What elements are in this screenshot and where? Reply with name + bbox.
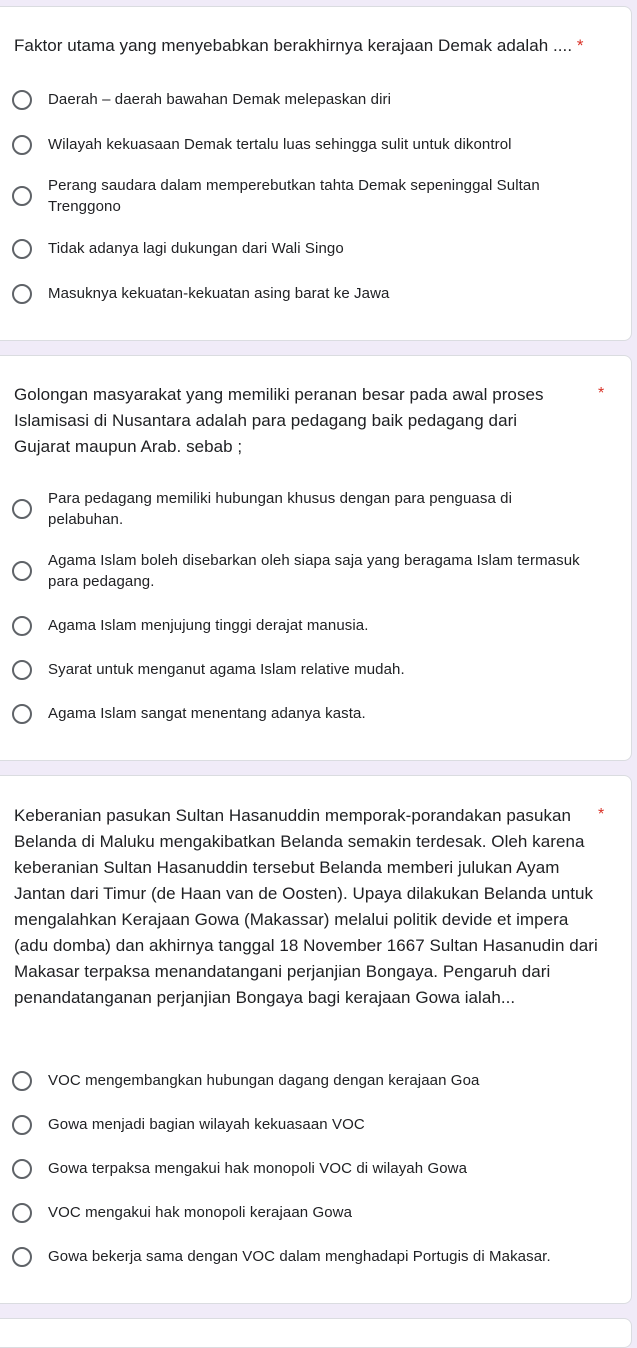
option-label: Gowa terpaksa mengakui hak monopoli VOC di wilayah Gowa [48,1160,468,1177]
question-title: Faktor utama yang menyebabkan berakhirnya kerajaan Demak adalah .... * [14,36,584,55]
radio-button[interactable] [12,1247,32,1267]
radio-option[interactable] [12,1158,582,1179]
option-label: Gowa menjadi bagian wilayah kekuasaan VOC [48,1116,365,1133]
radio-button[interactable] [12,186,32,206]
radio-option[interactable] [12,238,582,259]
option-label: Agama Islam boleh disebarkan oleh siapa saja yang beragama Islam termasuk para pedagang. [48,552,580,590]
radio-button[interactable] [12,284,32,304]
radio-option[interactable] [12,703,582,724]
radio-button[interactable] [12,90,32,110]
radio-option[interactable] [12,659,582,680]
option-label: Syarat untuk menganut agama Islam relative mudah. [48,661,405,678]
option-label: VOC mengembangkan hubungan dagang dengan kerajaan Goa [48,1072,480,1089]
option-label: Masuknya kekuatan-kekuatan asing barat ke Jawa [48,285,390,302]
radio-button[interactable] [12,704,32,724]
radio-button[interactable] [12,616,32,636]
radio-button[interactable] [12,499,32,519]
radio-option[interactable] [12,1202,582,1223]
option-label: Gowa bekerja sama dengan VOC dalam menghadapi Portugis di Makasar. [48,1248,551,1265]
radio-option[interactable] [12,488,582,530]
radio-button[interactable] [12,1159,32,1179]
radio-option[interactable] [12,89,582,110]
radio-option[interactable] [12,1114,582,1135]
question-card-4 [0,1318,632,1348]
option-label: Agama Islam menjujung tinggi derajat manusia. [48,617,369,634]
radio-option[interactable] [12,1070,582,1091]
radio-option[interactable] [12,283,582,304]
required-asterisk: * [598,806,605,823]
option-label: Daerah – daerah bawahan Demak melepaskan diri [48,91,392,108]
required-asterisk: * [598,385,605,402]
radio-button[interactable] [12,1115,32,1135]
radio-button[interactable] [12,1203,32,1223]
radio-button[interactable] [12,1071,32,1091]
radio-option[interactable] [12,175,582,217]
option-label: Wilayah kekuasaan Demak tertalu luas sehingga sulit untuk dikontrol [48,136,512,153]
option-label: VOC mengakui hak monopoli kerajaan Gowa [48,1204,353,1221]
question-card-2 [0,355,632,761]
question-title: Keberanian pasukan Sultan Hasanuddin memporak-porandakan pasukan Belanda di Maluku mengakibatkan Belanda semakin terdesak. Oleh karena keberanian Sultan Hasanuddin tersebut Belanda memberi julukan Ayam Jantan dari Timur (de Haan van de Oosten). Upaya dilakukan Belanda untuk mengalahkan Kerajaan Gowa (Makassar) melalui politik devide et impera (adu domba) dan akhirnya tanggal 18 November 1667 Sultan Hasanudin dari Makasar terpaksa menandatangani perjanjian Bongaya. Pengaruh dari penandatanganan perjanjian Bongaya bagi kerajaan Gowa ialah... [14,806,598,1007]
question-card-1 [0,6,632,341]
option-label: Agama Islam sangat menentang adanya kasta. [48,705,366,722]
question-title: Golongan masyarakat yang memiliki peranan besar pada awal proses Islamisasi di Nusantara adalah para pedagang baik pedagang dari Gujarat maupun Arab. sebab ; [14,385,544,456]
option-label: Para pedagang memiliki hubungan khusus dengan para penguasa di pelabuhan. [48,490,513,528]
question-card-3 [0,775,632,1304]
radio-button[interactable] [12,239,32,259]
required-asterisk: * [576,36,584,55]
radio-button[interactable] [12,561,32,581]
radio-option[interactable] [12,615,582,636]
radio-option[interactable] [12,550,582,592]
radio-option[interactable] [12,134,582,155]
radio-button[interactable] [12,660,32,680]
option-label: Perang saudara dalam memperebutkan tahta Demak sepeninggal Sultan Trenggono [48,177,540,215]
option-label: Tidak adanya lagi dukungan dari Wali Singo [48,240,344,257]
radio-option[interactable] [12,1246,582,1267]
radio-button[interactable] [12,135,32,155]
